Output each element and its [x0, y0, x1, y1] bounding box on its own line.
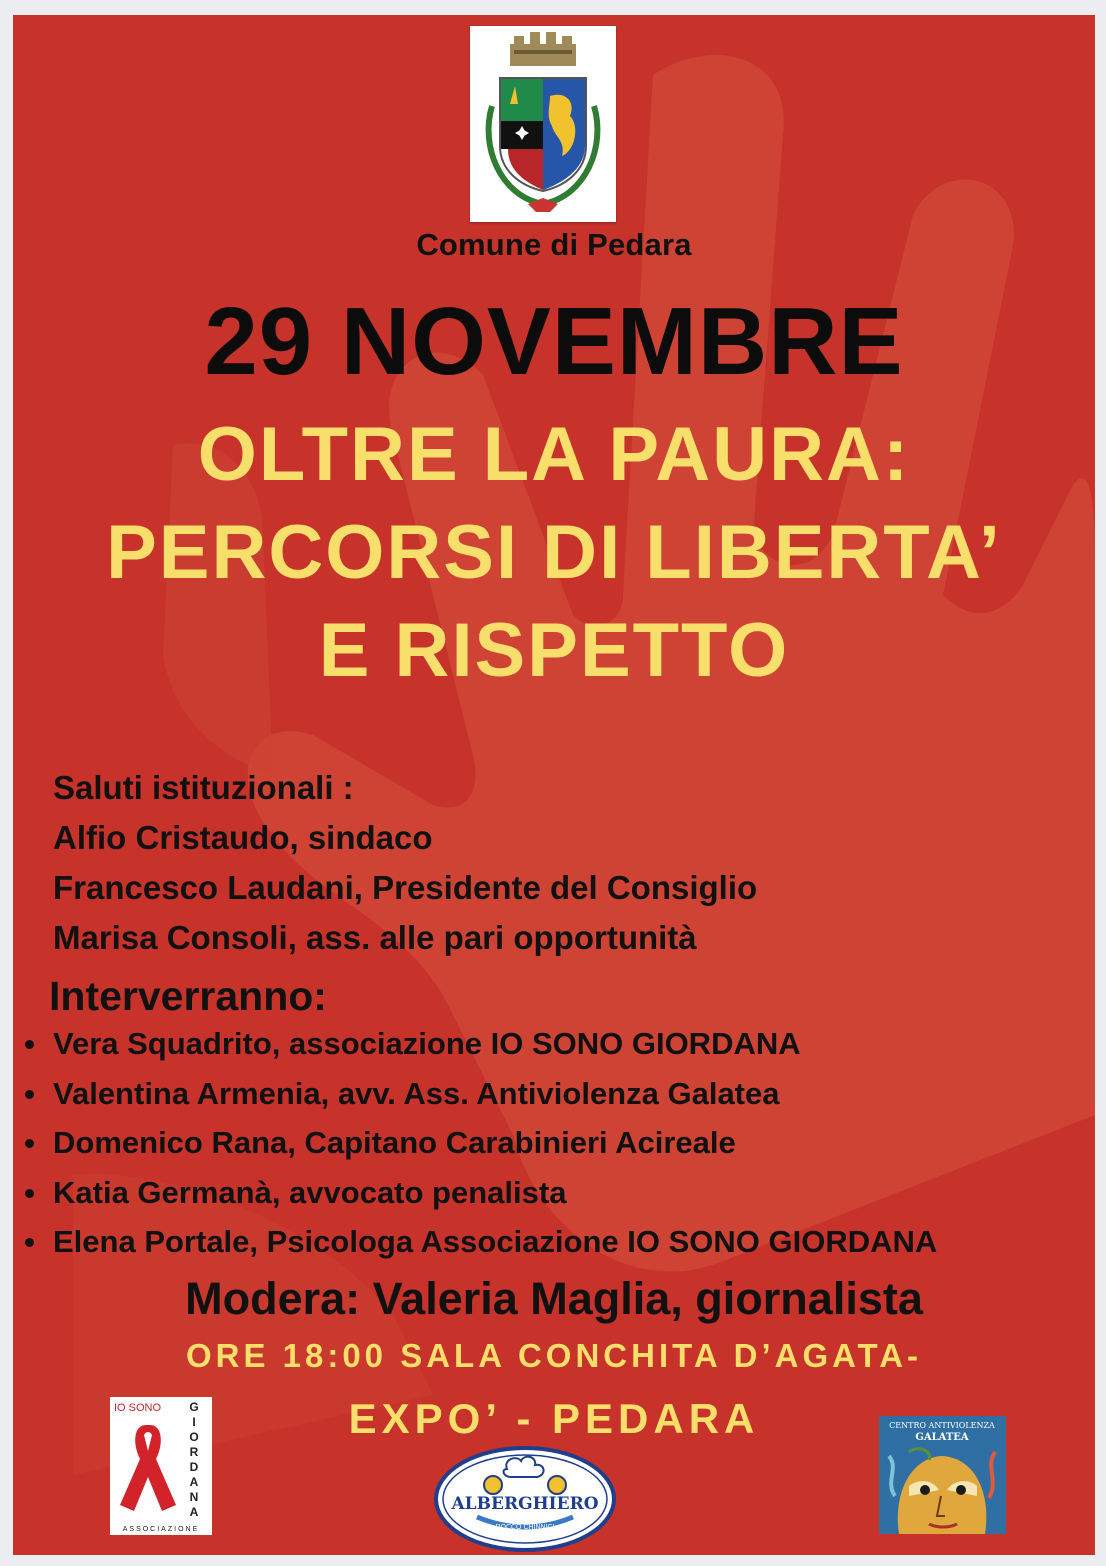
logo-letter: D	[189, 1460, 199, 1474]
bullet-icon	[25, 1090, 34, 1099]
associazione-label: ASSOCIAZIONE	[122, 1526, 200, 1533]
speaker-item	[13, 1217, 1095, 1267]
title-line-1: OLTRE LA PAURA:	[197, 412, 911, 497]
moderator: Modera: Valeria Maglia, giornalista	[185, 1273, 923, 1324]
speaker-text: Vera Squadrito, associazione IO SONO GIORDANA	[53, 1026, 801, 1061]
poster	[13, 15, 1095, 1555]
title-line-2: PERCORSI DI LIBERTA’	[106, 510, 1002, 595]
town-name: Comune di Pedara	[416, 227, 692, 262]
logo-letter: A	[189, 1505, 199, 1519]
speakers-heading: Interverranno:	[49, 973, 327, 1019]
institutional-greetings	[53, 763, 1053, 963]
venue-time: ORE 18:00 SALA CONCHITA D’AGATA-	[185, 1337, 923, 1374]
pedara-coat-of-arms	[470, 26, 616, 222]
alberghiero-name: ALBERGHIERO	[451, 1494, 599, 1514]
speaker-item	[13, 1069, 1095, 1119]
alberghiero-sub: ROCCO CHINNICI	[495, 1524, 555, 1531]
speaker-text: Valentina Armenia, avv. Ass. Antiviolenza Galatea	[53, 1075, 780, 1111]
event-date: 29 NOVEMBRE	[204, 288, 904, 395]
greeting-person: Alfio Cristaudo, sindaco	[53, 819, 433, 856]
alberghiero-logo	[433, 1445, 617, 1553]
title-line-3: E RISPETTO	[318, 608, 790, 693]
galatea-line-2: GALATEA	[915, 1432, 969, 1443]
logo-letter: A	[189, 1475, 199, 1489]
bullet-icon	[25, 1238, 34, 1247]
plate-icon	[484, 1476, 502, 1494]
bullet-icon	[25, 1040, 34, 1049]
logo-letter: R	[189, 1445, 199, 1459]
logo-letter: O	[189, 1430, 199, 1444]
crown-icon	[510, 32, 576, 66]
galatea-logo	[879, 1416, 1006, 1534]
speaker-text: Katia Germanà, avvocato penalista	[53, 1174, 567, 1210]
io-sono-giordana-logo	[110, 1397, 212, 1535]
greeting-person: Marisa Consoli, ass. alle pari opportunità	[53, 919, 697, 956]
greetings-heading: Saluti istituzionali :	[53, 769, 354, 806]
venue-place: EXPO’ - PEDARA	[348, 1395, 760, 1442]
logo-letter: N	[189, 1490, 199, 1504]
plate-icon	[548, 1476, 566, 1494]
logo-letter: G	[189, 1400, 199, 1414]
speaker-item	[13, 1118, 1095, 1168]
greeting-person: Francesco Laudani, Presidente del Consiglio	[53, 869, 758, 906]
speakers-list	[13, 1019, 1095, 1267]
bullet-icon	[25, 1139, 34, 1148]
speaker-text: Elena Portale, Psicologa Associazione IO SONO GIORDANA	[53, 1224, 938, 1259]
bullet-icon	[25, 1189, 34, 1198]
speaker-text: Domenico Rana, Capitano Carabinieri Acireale	[53, 1125, 736, 1160]
speaker-item	[13, 1019, 1095, 1069]
speaker-item	[13, 1168, 1095, 1218]
io-sono-label: IO SONO	[114, 1402, 162, 1414]
galatea-line-1: CENTRO ANTIVIOLENZA	[889, 1421, 995, 1430]
logo-letter: I	[192, 1415, 196, 1429]
